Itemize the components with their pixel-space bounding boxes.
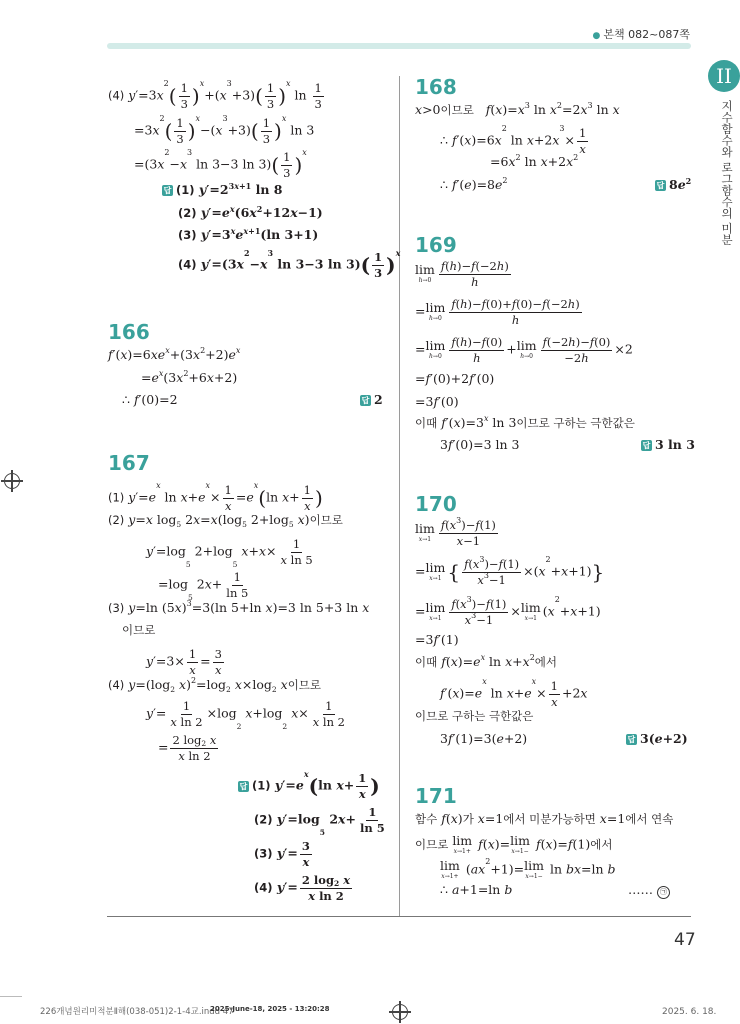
p167-answer-4: (4) y′= $\frac{2 \log 2 x}{\text{x ln 2}}$ xyxy=(254,873,351,903)
p167-line-3: y′=log5 2+log5 x+x× $\frac{1}{\text{x ln 5}}$ xyxy=(146,537,313,569)
p171-line-4: ∴ a+1=ln b xyxy=(440,882,513,897)
problem-number-169: 169 xyxy=(415,233,457,257)
column-divider xyxy=(399,76,400,916)
p165-answer-1: 답 (1) $y'=2^{3x+1}$ ln 8 xyxy=(163,181,283,197)
p170-line-4: =3f′(1) xyxy=(415,632,459,647)
p166-line-1: $f'(x)=6xe^x+(3x^2+2)e^x$ xyxy=(108,346,241,362)
registration-mark-left xyxy=(4,473,20,489)
p165-line-3: $=(3x^2-x^3$ ln 3−3 ln 3)( $\frac{1}{3}$ )$^x$ xyxy=(134,148,307,180)
p167-answer-2: (2) y′=log5 2x+ $\frac{1}{\ln 5}$ xyxy=(254,805,385,837)
problem-number-171: 171 xyxy=(415,784,457,808)
p169-answer-value: 3 ln 3 xyxy=(655,437,695,452)
p170-line-6: $f'(x)=e^x$ $\ln x+e^x\times$ $\frac{1}{x}$ +2x xyxy=(440,677,588,709)
p167-answer-1: 답 (1) $y'=e^x(\ln$ x+ $\frac{1}{x}$ ) xyxy=(239,769,380,801)
footer-filename: 226개념원리미적분Ⅱ해(038-051)2-1-4교.indd 47 xyxy=(40,1007,234,1017)
header-dot: ● xyxy=(592,31,601,41)
p169-line-4: =f′(0)+2f′(0) xyxy=(415,371,495,386)
header-reference xyxy=(593,26,690,42)
p170-line-7: 이므로 구하는 극한값은 xyxy=(415,709,534,723)
p167-line-4: =log5 2x+ $\frac{1}{\ln 5}$ xyxy=(158,570,249,602)
p169-line-3: =lim h→0 $\frac{f(h)-f(0)}{h}$ +lim h→0 $\frac{f(-2h)-f(0)}{-2h}$ ×2 xyxy=(415,335,633,365)
problem-number-167: 167 xyxy=(108,451,150,475)
p170-line-2: =lim x→1 { $\frac{f(x^3)-f(1)}{x^3-1}$ $\times(x^2+x+1)$} xyxy=(415,555,605,587)
p166-answer-value: 2 xyxy=(374,392,383,407)
page-number: 47 xyxy=(674,930,696,950)
p170-line-5: 이때 $f(x)=e^x$ $\ln x+x^2$에서 xyxy=(415,653,557,669)
p169-line-6: 이때 $f'(x)=3^x$ ln 3이므로 구하는 극한값은 xyxy=(415,414,635,430)
p171-ref-mark xyxy=(628,884,670,899)
bottom-rule xyxy=(107,916,691,917)
p167-line-7: y′=3× $\frac{1}{x}$ = $\frac{3}{x}$ xyxy=(146,647,222,677)
p171-line-1: 함수 f(x)가 x=1에서 미분가능하면 x=1에서 연속 xyxy=(415,811,674,826)
crop-mark xyxy=(0,996,22,997)
p166-line-3: ∴ f′(0)=2 xyxy=(122,392,178,407)
p168-line-4: ∴ $f'(e)=8e^2$ xyxy=(440,176,508,192)
p169-line-7: 3f′(0)=3 ln 3 xyxy=(440,437,520,452)
p169-answer xyxy=(641,439,695,452)
p171-dots: …… xyxy=(628,882,653,897)
p166-answer xyxy=(360,394,383,407)
footer-date: 2025. 6. 18. xyxy=(662,1007,717,1017)
problem-number-166: 166 xyxy=(108,320,150,344)
p170-line-8: 3f′(1)=3(e+2) xyxy=(440,731,528,746)
answer-badge: 답 xyxy=(163,186,172,195)
header-ref-text: 본책 082~087쪽 xyxy=(603,28,690,41)
answer-badge: 답 xyxy=(239,781,248,791)
p167-line-10: = $\frac{2 \log 2 x}{\text{x ln 2}}$ xyxy=(158,733,217,763)
answer-badge: 답 xyxy=(642,441,651,450)
p169-line-5: =3f′(0) xyxy=(415,394,459,409)
answer-badge: 답 xyxy=(627,735,636,744)
p170-line-3: =lim x→1 $\frac{f(x^3)-f(1)}{x^3-1}$ ×lim x→1 $(x^2+x+1)$ xyxy=(415,595,601,627)
p167-line-8: (4) y=(log2 x)$^2$=log2 x×log2 x이므로 xyxy=(108,676,322,694)
chapter-tab-title: 지수함수와 로그함수의 미분 xyxy=(720,100,734,246)
p167-line-1: (1) $y'=e^x$ $\ln x+e^x\times$ $\frac{1}{x}$ $=e^x(\ln$ x+ $\frac{1}{x}$ ) xyxy=(108,481,323,513)
p165-answer-4: (4) $y'=(3x^2-x^3$ ln 3−3 ln 3)( $\frac{1}{3}$ )$^x$ xyxy=(178,248,401,280)
p167-line-6: 이므로 xyxy=(122,623,156,637)
p166-line-2: $=e^x(3x^2+6x+2)$ xyxy=(141,369,238,385)
p168-line-3: $=6x^2$ $\ln x+2x^2$ xyxy=(490,153,579,169)
p170-line-1: lim x→1 $\frac{f(x^3)-f(1)}{x-1}$ xyxy=(415,516,496,548)
p165-answer-2: (2) $y'=e^x(6x^2+12x-1)$ xyxy=(178,204,323,220)
p167-line-5: (3) y=ln $(5x)^3=3(\ln$ 5+ln x)=3 ln 5+3 ln x xyxy=(108,599,370,615)
p168-line-1: x>0이므로 $f(x)=x^3$ $\ln x^2=2x^3$ ln x xyxy=(415,101,620,117)
p167-line-2: (2) y=x log5 2x=x(log5 2+log5 x)이므로 xyxy=(108,512,343,529)
p171-line-2: 이므로 lim x→1+ f(x)=lim x→1− f(x)=f(1)에서 xyxy=(415,833,613,855)
p167-line-9: y′= $\frac{1}{\text{x ln 2}}$ ×log2 x+log2 x× $\frac{1}{\text{x ln 2}}$ xyxy=(146,699,345,731)
problem-number-170: 170 xyxy=(415,492,457,516)
p165-line-2: $=3x^2$( $\frac{1}{3}$ )$^x-(x^3+3)$( $\frac{1}{3}$ )$^x$ ln 3 xyxy=(134,114,315,146)
p169-line-2: =lim h→0 $\frac{f(h)-f(0)+f(0)-f(-2h)}{h}$ xyxy=(415,297,580,327)
p169-line-1: lim h→0 $\frac{f(h)-f(-2h)}{h}$ xyxy=(415,259,509,289)
p165-line-1: (4) $y'=3x^2$( $\frac{1}{3}$ )$^x+(x^3+3)$( $\frac{1}{3}$ )$^x$ ln $\frac{1}{3}$ xyxy=(108,79,322,111)
header-rule xyxy=(107,43,691,49)
p171-line-3: lim x→1+ $(ax^2+1)=\lim$ x→1− ln bx=ln b xyxy=(440,857,616,880)
answer-badge: 답 xyxy=(656,181,665,190)
problem-number-168: 168 xyxy=(415,75,457,99)
p165-answer-3: (3) $y'=3^xe^{x+1}(\ln$ 3+1) xyxy=(178,226,319,242)
p168-answer: 답 $8e^2$ xyxy=(656,176,692,192)
footer-timestamp: 2025-June-18, 2025 - 13:20:28 xyxy=(210,1005,330,1013)
p168-line-2: ∴ $f'(x)=6x^2$ $\ln x+2x^3\times$ $\frac{1}{x}$ xyxy=(440,124,587,156)
p171-circle-mark: ㉠ xyxy=(657,886,670,899)
registration-mark-bottom xyxy=(392,1004,408,1020)
p167-answer-3: (3) y′= $\frac{3}{x}$ xyxy=(254,839,310,869)
answer-badge: 답 xyxy=(361,396,370,405)
p170-answer: 답 3(e+2) xyxy=(627,731,688,746)
chapter-tab-numeral: II xyxy=(708,60,740,92)
